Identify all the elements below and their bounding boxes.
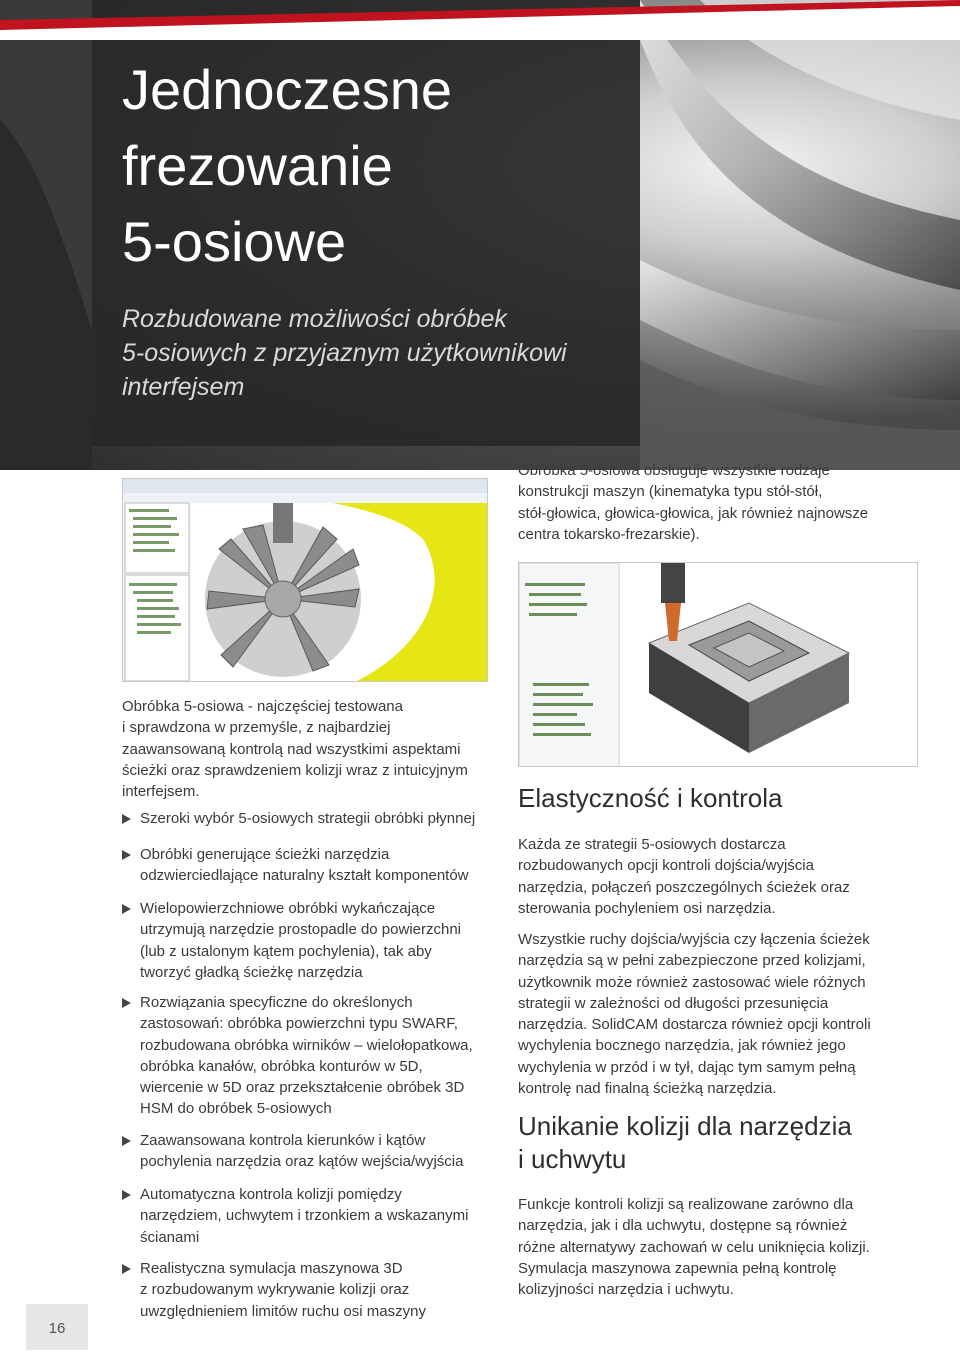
text-line: Symulacja maszynowa zapewnia pełną kontrolę <box>518 1259 837 1277</box>
title-line-3: 5-osiowe <box>122 210 347 273</box>
text-line: interfejsem. <box>122 783 200 801</box>
text-line: użytkownik może również zastosować wiele różnych <box>518 973 866 991</box>
text-line: narzędziem, uchwytem i trzonkiem a wskazanymi <box>140 1207 469 1225</box>
text-line: tworzyć gładką ścieżkę narzędzia <box>140 963 363 981</box>
bullet-triangle-icon <box>122 998 131 1008</box>
pocket-cad-illustration <box>519 563 918 767</box>
text-line: Wielopowierzchniowe obróbki wykańczające <box>140 900 436 917</box>
section2-paragraph-1 <box>518 1194 870 1300</box>
text-line: centra tokarsko-frezarskie). <box>518 525 700 543</box>
page-number-text: 16 <box>48 1320 66 1337</box>
text-line: Automatyczna kontrola kolizji pomiędzy <box>140 1186 402 1203</box>
text-line: pochylenia narzędzia oraz kątów wejścia/wyjścia <box>140 1153 464 1171</box>
text-line: Wszystkie ruchy dojścia/wyjścia czy łączenia ścieżek <box>518 931 870 948</box>
intro-right-paragraph <box>518 460 868 545</box>
section-heading-flexibility <box>518 782 782 815</box>
text-line: Funkcje kontroli kolizji są realizowane zarówno dla <box>518 1196 854 1213</box>
bullet-item <box>122 808 475 829</box>
text-line: z rozbudowanym wykrywanie kolizji oraz <box>140 1281 410 1299</box>
text-line: wiercenie w 5D oraz przekształcenie obróbek 3D <box>140 1079 465 1097</box>
text-line: narzędzia są w pełni zabezpieczone przed kolizjami, <box>518 952 866 970</box>
bullet-item <box>122 1258 426 1322</box>
text-line: kolizyjności narzędzia i uchwytu. <box>518 1281 734 1299</box>
bullet-item <box>122 844 469 887</box>
heading-text: Elastyczność i kontrola <box>518 783 783 813</box>
text-line: zaawansowaną kontrolą nad wszystkimi aspektami <box>122 740 461 758</box>
bullet-triangle-icon <box>122 850 131 860</box>
text-line: różne alternatywy zachowań w celu uniknięcia kolizji. <box>518 1238 870 1256</box>
bullet-item <box>122 992 473 1120</box>
bullet-triangle-icon <box>122 814 131 824</box>
text-line: kontrolę nad finalną ścieżką narzędzia. <box>518 1080 777 1098</box>
text-line: Szeroki wybór 5-osiowych strategii obróbki płynnej <box>140 810 476 827</box>
bullet-triangle-icon <box>122 1264 131 1274</box>
text-line: ścianami <box>140 1228 200 1246</box>
text-line: Obróbka 5-osiowa - najczęściej testowana <box>122 698 403 715</box>
text-line: sterowania pochyleniem osi narzędzia. <box>518 899 776 917</box>
text-line: uwzględnieniem limitów ruchu osi maszyny <box>140 1302 426 1320</box>
text-line: Obróbka 5-osiowa obsługuje wszystkie rodzaje <box>518 462 830 479</box>
text-line: wychylenia bocznego narzędzia, jak również jego <box>518 1037 846 1055</box>
text-line: i sprawdzona w przemyśle, z najbardziej <box>122 719 391 737</box>
text-line: narzędzia, połączeń poszczególnych ścieżek oraz <box>518 878 850 896</box>
heading-text: Unikanie kolizji dla narzędzia <box>518 1111 852 1141</box>
text-line: obróbka kanałów, obróbka konturów w 5D, <box>140 1057 423 1075</box>
text-line: Realistyczna symulacja maszynowa 3D <box>140 1260 403 1277</box>
text-line: utrzymują narzędzie prostopadle do powierzchni <box>140 921 462 939</box>
section-heading-collision <box>518 1110 852 1176</box>
bullet-item <box>122 1184 468 1248</box>
bullet-triangle-icon <box>122 1190 131 1200</box>
impeller-cad-illustration <box>123 479 488 682</box>
title-line-1: Jednoczesne <box>122 58 453 121</box>
intro-left-paragraph <box>122 696 468 802</box>
bullet-triangle-icon <box>122 1136 131 1146</box>
subtitle-line-1: Rozbudowane możliwości obróbek <box>122 305 507 333</box>
cad-screenshot-pocket <box>518 562 918 767</box>
text-line: Każda ze strategii 5-osiowych dostarcza <box>518 836 786 853</box>
text-line: konstrukcji maszyn (kinematyka typu stół-stół, <box>518 483 823 501</box>
text-line: rozbudowana obróbka wirników – wielołopatkowa, <box>140 1036 473 1054</box>
red-accent-stripe <box>0 0 960 40</box>
text-line: HSM do obróbek 5-osiowych <box>140 1100 332 1118</box>
text-line: stół-głowica, głowica-głowica, jak również najnowsze <box>518 504 869 522</box>
text-line: odzwierciedlające naturalny kształt komponentów <box>140 867 469 885</box>
bullet-triangle-icon <box>122 904 131 914</box>
cad-screenshot-impeller <box>122 478 488 682</box>
bullet-item <box>122 898 461 983</box>
section1-paragraph-2 <box>518 929 871 1099</box>
text-line: narzędzia. SolidCAM dostarcza również opcji kontroli <box>518 1016 871 1034</box>
page-subtitle <box>122 302 622 404</box>
text-line: wychylenia w przód i w tył, dając tym samym pełną <box>518 1058 856 1076</box>
text-line: narzędzia, jak i dla uchwytu, dostępne są również <box>518 1217 848 1235</box>
subtitle-line-3: interfejsem <box>122 373 245 401</box>
text-line: rozbudowanych opcji kontroli dojścia/wyjścia <box>518 857 814 875</box>
text-line: (lub z ustalonym kątem pochylenia), tak aby <box>140 942 432 960</box>
section1-paragraph-1 <box>518 834 850 919</box>
heading-text: i uchwytu <box>518 1144 627 1174</box>
bullet-item <box>122 1130 463 1173</box>
subtitle-line-2: 5-osiowych z przyjaznym użytkownikowi <box>122 339 567 367</box>
page-number <box>26 1304 88 1350</box>
text-line: strategii w zależności od długości przesunięcia <box>518 994 829 1012</box>
page-title <box>122 52 622 280</box>
text-line: ścieżki oraz sprawdzeniem kolizji wraz z intuicyjnym <box>122 761 468 779</box>
title-line-2: frezowanie <box>122 134 393 197</box>
text-line: Obróbki generujące ścieżki narzędzia <box>140 846 390 863</box>
text-line: zastosowań: obróbka powierzchni typu SWARF, <box>140 1015 458 1033</box>
text-line: Zaawansowana kontrola kierunków i kątów <box>140 1132 426 1149</box>
text-line: Rozwiązania specyficzne do określonych <box>140 994 413 1011</box>
